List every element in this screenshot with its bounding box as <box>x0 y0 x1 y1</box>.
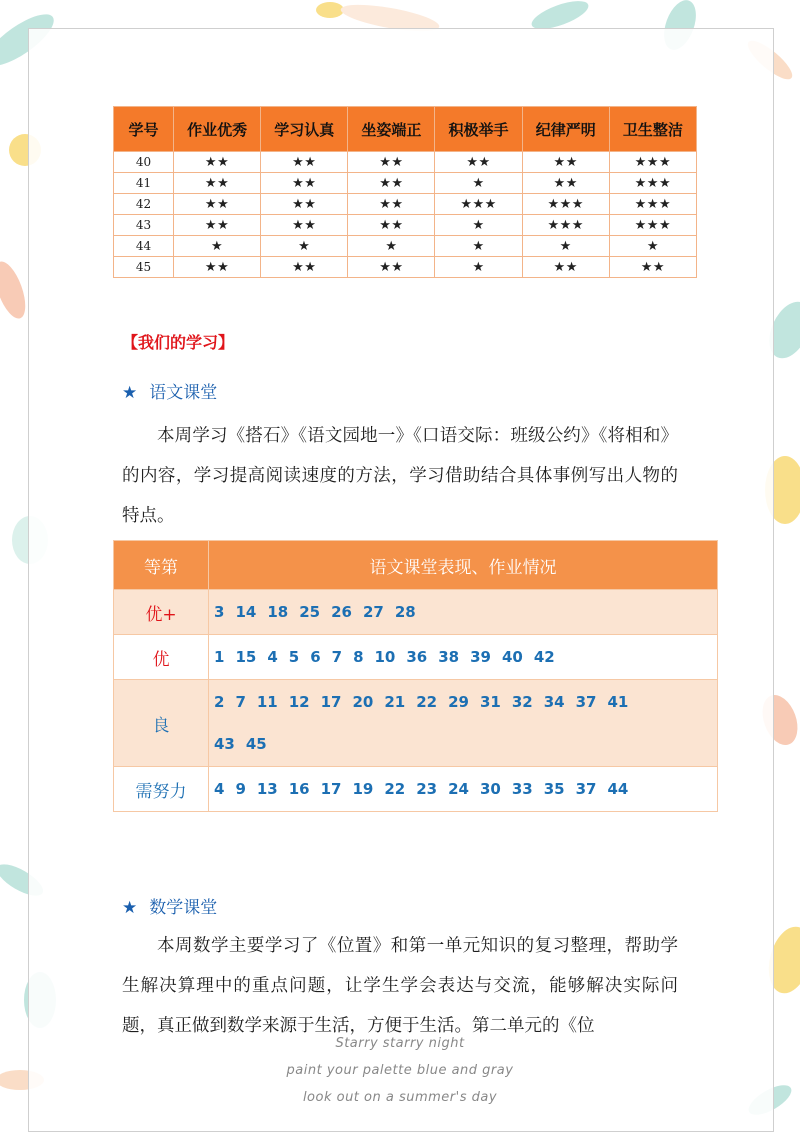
ratings-header-row <box>114 107 697 152</box>
table-row <box>114 194 697 215</box>
student-number: 11 <box>256 693 278 711</box>
student-number: 8 <box>353 648 364 666</box>
grade-row <box>114 767 718 812</box>
student-id-cell: 40 <box>114 152 174 173</box>
star-rating-cell: ★★ <box>522 257 609 278</box>
signature-line-1: Starry starry night <box>335 1036 465 1051</box>
student-number: 22 <box>384 780 406 798</box>
star-icon: ★ <box>122 383 138 403</box>
star-rating-cell: ★★ <box>348 152 435 173</box>
star-icon: ★ <box>122 898 138 918</box>
grade-level-cell: 优+ <box>114 590 209 635</box>
student-number: 21 <box>384 693 406 711</box>
star-rating-cell: ★★ <box>348 173 435 194</box>
star-rating-cell: ★★ <box>522 152 609 173</box>
student-number: 17 <box>320 693 342 711</box>
chinese-heading-text: 语文课堂 <box>149 383 218 403</box>
student-number: 15 <box>235 648 257 666</box>
student-number: 19 <box>352 780 374 798</box>
student-number: 35 <box>543 780 565 798</box>
section-title: 【我们的学习】 <box>122 333 235 352</box>
star-rating-cell: ★★★ <box>435 194 522 215</box>
grade-level-cell: 需努力 <box>114 767 209 812</box>
student-numbers-cell <box>209 635 718 680</box>
star-rating-cell: ★★ <box>261 215 348 236</box>
star-rating-cell: ★ <box>261 236 348 257</box>
student-number: 39 <box>470 648 491 666</box>
star-rating-cell: ★ <box>435 215 522 236</box>
table-row <box>114 257 697 278</box>
student-numbers-cell <box>209 767 718 812</box>
student-number: 27 <box>362 603 384 621</box>
star-rating-cell: ★★ <box>522 173 609 194</box>
student-number: 7 <box>235 693 246 711</box>
student-number: 45 <box>245 735 267 753</box>
grade-level-cell: 良 <box>114 680 209 767</box>
math-paragraph: 本周数学主要学习了《位置》和第一单元知识的复习整理，帮助学生解决算理中的重点问题，让学生学会表达与交流，能够解决实际问题，真正做到数学来源于生活，方便于生活。第二单元的《位 <box>122 936 678 1036</box>
star-rating-cell: ★★★ <box>609 173 696 194</box>
student-number: 22 <box>416 693 438 711</box>
student-number: 38 <box>438 648 460 666</box>
grade-row <box>114 590 718 635</box>
header-student-id: 学号 <box>114 107 174 152</box>
student-number: 14 <box>235 603 257 621</box>
student-number: 28 <box>394 603 416 621</box>
header-homework: 作业优秀 <box>174 107 261 152</box>
student-number: 2 <box>214 693 225 711</box>
star-rating-cell: ★★★ <box>522 194 609 215</box>
star-rating-cell: ★★ <box>174 257 261 278</box>
table-row <box>114 152 697 173</box>
student-number: 41 <box>607 693 629 711</box>
table-row <box>114 215 697 236</box>
student-number: 5 <box>288 648 300 666</box>
signature-line-2: paint your palette blue and gray <box>286 1063 514 1078</box>
student-number: 18 <box>267 603 289 621</box>
star-rating-cell: ★★ <box>261 173 348 194</box>
header-discipline: 纪律严明 <box>522 107 609 152</box>
behavior-ratings-table <box>113 106 697 278</box>
star-rating-cell: ★★★ <box>522 215 609 236</box>
star-rating-cell: ★★ <box>261 194 348 215</box>
star-rating-cell: ★★★ <box>609 215 696 236</box>
star-rating-cell: ★ <box>174 236 261 257</box>
star-rating-cell: ★★ <box>261 152 348 173</box>
student-number: 4 <box>267 648 278 666</box>
student-id-cell: 45 <box>114 257 174 278</box>
star-rating-cell: ★ <box>609 236 696 257</box>
star-rating-cell: ★ <box>348 236 435 257</box>
star-rating-cell: ★★ <box>174 173 261 194</box>
student-number: 3 <box>214 603 225 621</box>
grade-row <box>114 680 718 767</box>
header-hygiene: 卫生整洁 <box>609 107 696 152</box>
header-posture: 坐姿端正 <box>348 107 435 152</box>
grade-row <box>114 635 718 680</box>
student-number: 13 <box>256 780 278 798</box>
student-number: 42 <box>533 648 555 666</box>
student-number: 1 <box>214 648 225 666</box>
student-id-cell: 43 <box>114 215 174 236</box>
student-number: 24 <box>448 780 469 798</box>
student-number: 44 <box>607 780 629 798</box>
student-number: 36 <box>406 648 428 666</box>
student-id-cell: 42 <box>114 194 174 215</box>
student-number: 9 <box>235 780 246 798</box>
student-number: 33 <box>511 780 533 798</box>
star-rating-cell: ★★ <box>174 194 261 215</box>
table-row <box>114 173 697 194</box>
student-number: 40 <box>502 648 523 666</box>
star-rating-cell: ★★ <box>435 152 522 173</box>
student-numbers-cell <box>209 590 718 635</box>
chinese-paragraph: 本周学习《搭石》《语文园地一》《口语交际：班级公约》《将相和》的内容，学习提高阅读速度的方法，学习借助结合具体事例写出人物的特点。 <box>122 426 678 526</box>
math-heading-text: 数学课堂 <box>149 898 218 918</box>
star-rating-cell: ★★ <box>609 257 696 278</box>
star-rating-cell: ★ <box>435 236 522 257</box>
star-rating-cell: ★ <box>522 236 609 257</box>
header-performance: 语文课堂表现、作业情况 <box>209 541 718 590</box>
student-number: 10 <box>374 648 396 666</box>
student-numbers-cell <box>209 680 718 767</box>
star-rating-cell: ★ <box>435 173 522 194</box>
student-number: 12 <box>288 693 310 711</box>
star-rating-cell: ★★ <box>261 257 348 278</box>
student-number: 29 <box>448 693 469 711</box>
star-rating-cell: ★★ <box>348 194 435 215</box>
student-number: 17 <box>320 780 342 798</box>
chinese-heading <box>122 378 217 403</box>
header-participation: 积极举手 <box>435 107 522 152</box>
student-number: 4 <box>214 780 225 798</box>
grades-header-row <box>114 541 718 590</box>
student-number: 16 <box>288 780 310 798</box>
math-heading <box>122 893 217 918</box>
student-id-cell: 41 <box>114 173 174 194</box>
star-rating-cell: ★★ <box>174 152 261 173</box>
student-number: 20 <box>352 693 374 711</box>
table-row <box>114 236 697 257</box>
star-rating-cell: ★★ <box>348 215 435 236</box>
student-number: 34 <box>543 693 565 711</box>
student-number: 37 <box>575 780 597 798</box>
student-number: 25 <box>299 603 321 621</box>
student-number: 26 <box>331 603 352 621</box>
star-rating-cell: ★★★ <box>609 194 696 215</box>
student-number: 30 <box>480 780 501 798</box>
student-number: 32 <box>511 693 533 711</box>
student-number: 6 <box>310 648 321 666</box>
student-number: 7 <box>331 648 343 666</box>
student-number: 37 <box>575 693 597 711</box>
student-id-cell: 44 <box>114 236 174 257</box>
star-rating-cell: ★★ <box>174 215 261 236</box>
star-rating-cell: ★★★ <box>609 152 696 173</box>
grade-level-cell: 优 <box>114 635 209 680</box>
student-number: 43 <box>214 735 235 753</box>
signature-line-3: look out on a summer's day <box>302 1090 498 1105</box>
star-rating-cell: ★ <box>435 257 522 278</box>
header-grade: 等第 <box>114 541 209 590</box>
chinese-grades-table <box>113 540 718 812</box>
student-number: 23 <box>416 780 438 798</box>
star-rating-cell: ★★ <box>348 257 435 278</box>
header-diligence: 学习认真 <box>261 107 348 152</box>
student-number: 31 <box>480 693 501 711</box>
